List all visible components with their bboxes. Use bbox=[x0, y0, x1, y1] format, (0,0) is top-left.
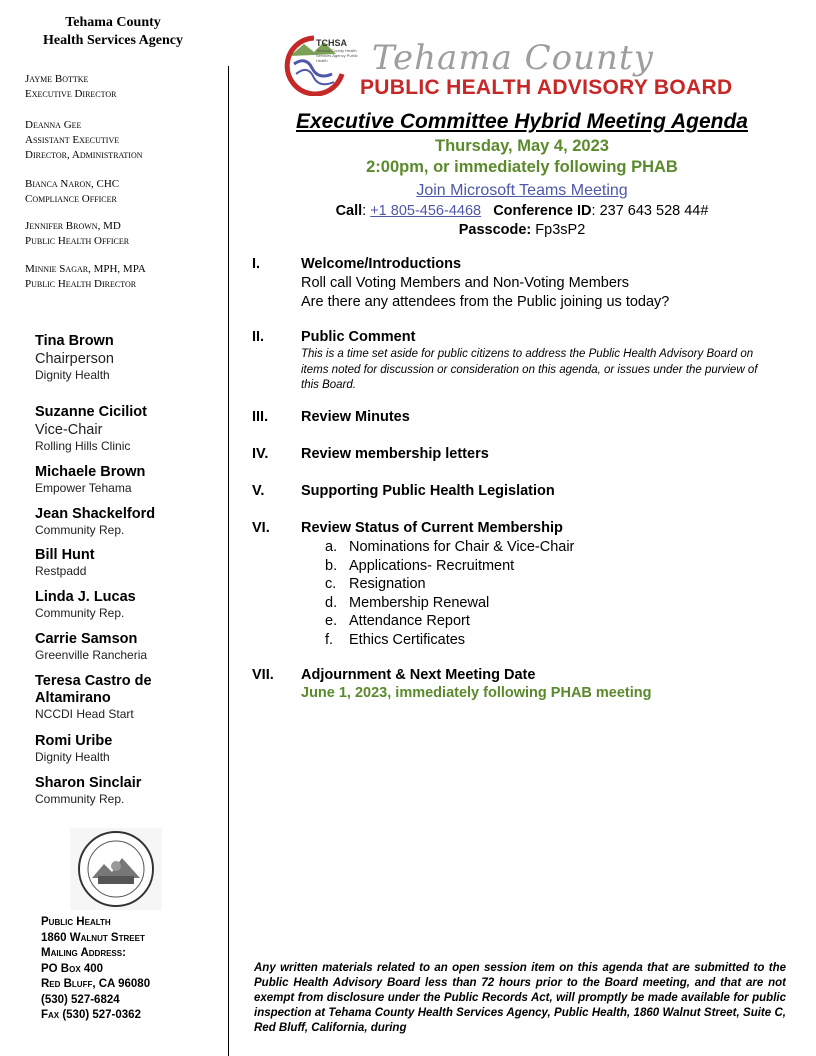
staff-entry bbox=[25, 177, 225, 207]
staff-title: Compliance Officer bbox=[25, 193, 117, 205]
item-title: Supporting Public Health Legislation bbox=[301, 483, 555, 499]
address-line: PO Box 400 bbox=[41, 962, 104, 975]
agency-line: Tehama County bbox=[65, 15, 161, 30]
next-meeting-date: June 1, 2023, immediately following PHAB meeting bbox=[301, 685, 652, 701]
item-title: Welcome/Introductions bbox=[301, 256, 462, 272]
staff-title: Public Health Officer bbox=[25, 235, 130, 247]
member-name: Jean Shackelford bbox=[35, 506, 156, 522]
member-name: Romi Uribe bbox=[35, 733, 113, 749]
item-number: VI. bbox=[252, 520, 270, 536]
member-org: Community Rep. bbox=[35, 523, 125, 537]
logo-subtitle: Tehama County Health Services Agency Public Health bbox=[316, 48, 358, 63]
county-seal bbox=[70, 828, 162, 910]
column-divider bbox=[228, 66, 229, 1056]
member-name: Suzanne Ciciliot bbox=[35, 404, 147, 420]
member-role: Chairperson bbox=[35, 351, 114, 367]
agency-name bbox=[18, 14, 208, 50]
member-org: Community Rep. bbox=[35, 792, 125, 806]
item-title: Review membership letters bbox=[301, 446, 489, 462]
item-line: Roll call Voting Members and Non-Voting Members bbox=[301, 275, 630, 291]
member-entry bbox=[35, 631, 220, 663]
address-line: (530) 527-6824 bbox=[41, 993, 120, 1006]
staff-name: Jennifer Brown, MD bbox=[25, 220, 121, 232]
teams-meeting-link[interactable]: Join Microsoft Teams Meeting bbox=[416, 182, 628, 199]
sub-text: Resignation bbox=[349, 576, 426, 592]
sub-letter: d. bbox=[325, 594, 338, 611]
sub-item bbox=[325, 575, 574, 594]
item-number: VII. bbox=[252, 667, 274, 683]
member-org: Restpadd bbox=[35, 564, 87, 578]
staff-name: Minnie Sagar, MPH, MPA bbox=[25, 263, 146, 275]
member-org: Rolling Hills Clinic bbox=[35, 439, 131, 453]
member-org: NCCDI Head Start bbox=[35, 707, 134, 721]
passcode-value: Fp3sP2 bbox=[535, 222, 586, 238]
item-body bbox=[301, 274, 669, 311]
public-comment-note: This is a time set aside for public citizens to address the Public Health Advisory Board on items noted for discussion or consideration on this agenda, or issues under the purview of this Board. bbox=[301, 348, 758, 391]
member-name: Michaele Brown bbox=[35, 464, 146, 480]
item-line: Are there any attendees from the Public joining us today? bbox=[301, 293, 670, 310]
sub-letter: f. bbox=[325, 631, 334, 648]
member-entry bbox=[35, 547, 220, 579]
conference-id-label: Conference ID bbox=[493, 203, 592, 219]
member-name: Linda J. Lucas bbox=[35, 589, 136, 605]
sub-text: Nominations for Chair & Vice-Chair bbox=[349, 539, 575, 555]
sub-item bbox=[325, 538, 574, 557]
sub-letter: e. bbox=[325, 613, 338, 629]
member-name: Bill Hunt bbox=[35, 547, 95, 563]
passcode-info bbox=[232, 222, 812, 238]
sub-letter: a. bbox=[325, 539, 338, 555]
staff-entry bbox=[25, 72, 225, 102]
address-line: Mailing Address: bbox=[41, 947, 126, 959]
staff-name: Deanna Gee bbox=[25, 119, 82, 131]
item-number: III. bbox=[252, 409, 269, 425]
member-org: Dignity Health bbox=[35, 368, 110, 382]
sub-item bbox=[325, 612, 574, 631]
sub-text: Ethics Certificates bbox=[349, 631, 466, 648]
call-label: Call bbox=[335, 203, 363, 219]
call-info: Call: +1 805-456-4468 Conference ID: 237 643 528 44# bbox=[335, 203, 709, 219]
item-number: I. bbox=[252, 256, 261, 272]
sub-letter: b. bbox=[325, 557, 338, 574]
call-number-link[interactable]: +1 805-456-4468 bbox=[370, 203, 482, 219]
address-line: Public Health bbox=[41, 916, 111, 928]
sub-text: Attendance Report bbox=[349, 613, 470, 629]
item-title: Public Comment bbox=[301, 329, 416, 345]
item-title: Review Minutes bbox=[301, 409, 410, 425]
member-entry bbox=[35, 673, 210, 722]
staff-title: Executive Director bbox=[25, 88, 117, 100]
item-number: V. bbox=[252, 483, 265, 499]
member-name: Tina Brown bbox=[35, 333, 114, 349]
address-block bbox=[41, 915, 221, 1024]
agency-line: Health Services Agency bbox=[43, 33, 183, 48]
staff-entry bbox=[25, 219, 225, 249]
item-number: II. bbox=[252, 329, 265, 345]
sub-item bbox=[325, 631, 574, 650]
county-script-title: Tehama County bbox=[372, 38, 654, 78]
member-org: Dignity Health bbox=[35, 750, 110, 764]
item-number: IV. bbox=[252, 446, 269, 462]
staff-name: Jayme Bottke bbox=[25, 73, 89, 85]
member-entry bbox=[35, 464, 220, 496]
address-line: 1860 Walnut Street bbox=[41, 931, 145, 944]
staff-name: Bianca Naron, CHC bbox=[25, 178, 120, 190]
member-org: Greenville Rancheria bbox=[35, 648, 148, 662]
logo-abbreviation: TCHSA bbox=[316, 38, 347, 48]
address-line: Red Bluff, CA 96080 bbox=[41, 978, 151, 990]
member-org: Empower Tehama bbox=[35, 481, 132, 495]
member-entry bbox=[35, 506, 220, 538]
agenda-title: Executive Committee Hybrid Meeting Agenda bbox=[296, 110, 748, 133]
passcode-label: Passcode: bbox=[458, 222, 532, 238]
sub-letter: c. bbox=[325, 576, 337, 592]
sub-item bbox=[325, 594, 574, 613]
public-records-notice: Any written materials related to an open session item on this agenda that are submitted to the Public Health Advisory Board less than 72 hours prior to the Board meeting, and that are not exempt from disclosure under the Public Records Act, will promptly be made available for public inspection at Tehama County Health Services Agency, Public Health, 1860 Walnut Street, Suite C, Red Bluff, California, during bbox=[254, 962, 786, 1034]
member-entry bbox=[35, 333, 220, 383]
staff-title: Assistant Executive bbox=[25, 134, 120, 146]
sub-item bbox=[325, 557, 574, 576]
staff-title: Public Health Director bbox=[25, 278, 137, 290]
member-entry bbox=[35, 404, 220, 454]
address-line: Fax (530) 527-0362 bbox=[41, 1009, 141, 1021]
sub-text: Membership Renewal bbox=[349, 594, 490, 611]
staff-entry bbox=[25, 262, 225, 292]
member-name: Sharon Sinclair bbox=[35, 775, 142, 791]
sub-text: Applications- Recruitment bbox=[349, 557, 515, 574]
meeting-time: 2:00pm, or immediately following PHAB bbox=[366, 158, 678, 176]
member-name: Teresa Castro de Altamirano bbox=[35, 673, 152, 706]
staff-title: Director, Administration bbox=[25, 149, 143, 161]
member-org: Community Rep. bbox=[35, 606, 125, 620]
member-entry bbox=[35, 733, 220, 765]
member-entry bbox=[35, 589, 220, 621]
board-title: PUBLIC HEALTH ADVISORY BOARD bbox=[360, 76, 733, 99]
conference-id: 237 643 528 44# bbox=[599, 203, 709, 219]
member-role: Vice-Chair bbox=[35, 422, 103, 438]
item-title: Review Status of Current Membership bbox=[301, 520, 563, 536]
member-entry bbox=[35, 775, 220, 807]
member-name: Carrie Samson bbox=[35, 631, 138, 647]
membership-subitems bbox=[325, 538, 574, 649]
meeting-date: Thursday, May 4, 2023 bbox=[435, 137, 609, 155]
staff-entry bbox=[25, 118, 225, 163]
item-title: Adjournment & Next Meeting Date bbox=[301, 667, 536, 683]
